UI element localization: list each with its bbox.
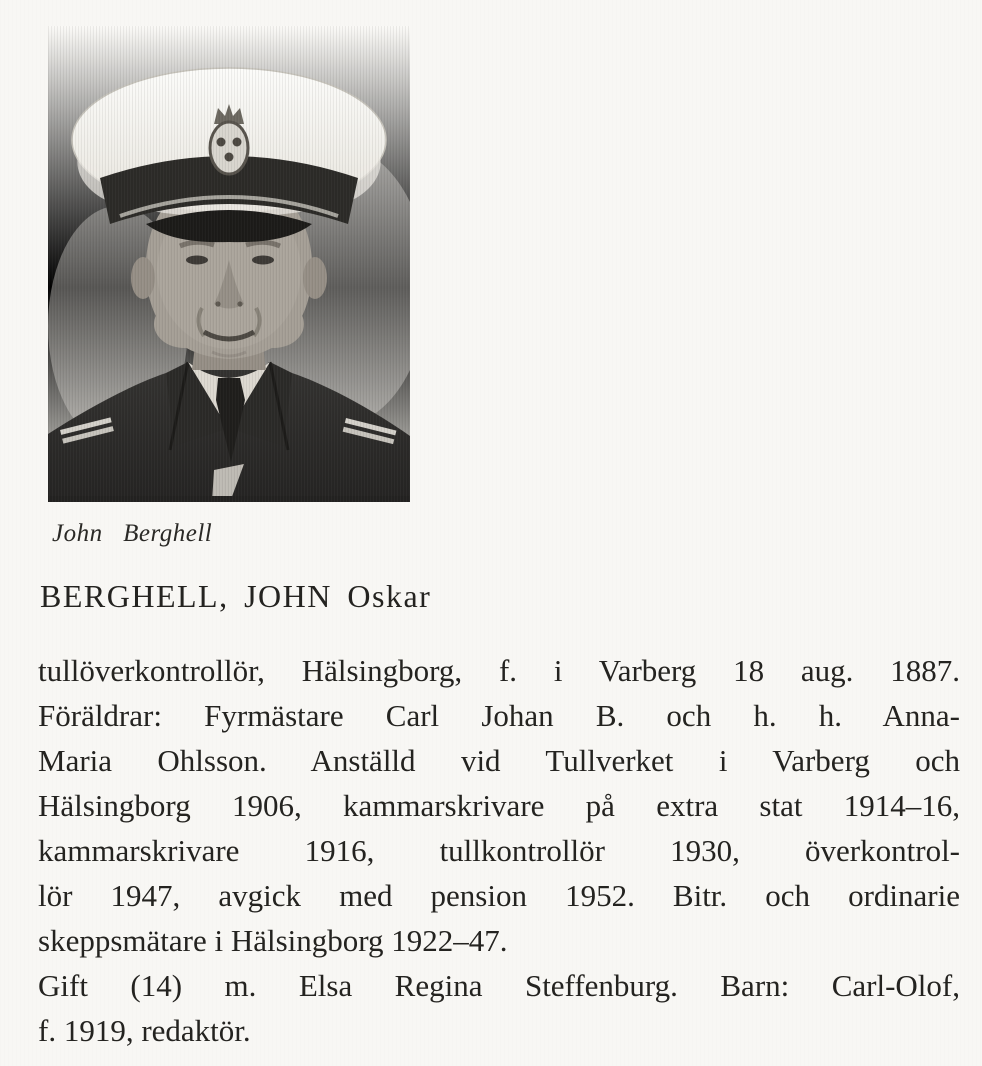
eye-right: [252, 256, 274, 265]
body-line: Föräldrar: Fyrmästare Carl Johan B. och h. h. Anna-: [38, 698, 960, 733]
body-line: Gift (14) m. Elsa Regina Steffenburg. Barn: Carl-Olof,: [38, 968, 960, 1003]
body-line: skeppsmätare i Hälsingborg 1922–47.: [38, 923, 508, 958]
photo-caption: John Berghell: [52, 520, 213, 547]
ear-right: [303, 257, 327, 299]
photo-bottom-edge: [48, 496, 410, 502]
body-line: f. 1919, redaktör.: [38, 1013, 251, 1048]
portrait-photo: [48, 26, 410, 502]
body-line: Maria Ohlsson. Anställd vid Tullverket i Varberg och: [38, 743, 960, 778]
eye-left: [186, 256, 208, 265]
body-line: kammarskrivare 1916, tullkontrollör 1930, överkontrol-: [38, 833, 960, 868]
entry-heading: BERGHELL, JOHN Oskar: [40, 578, 432, 614]
officer-cap: [72, 68, 386, 242]
portrait-illustration: [48, 26, 410, 502]
body-line: lör 1947, avgick med pension 1952. Bitr. och ordinarie: [38, 878, 960, 913]
body-line: Hälsingborg 1906, kammarskrivare på extra stat 1914–16,: [38, 788, 960, 823]
entry-body: [38, 648, 960, 1053]
ear-left: [131, 257, 155, 299]
body-line: tullöverkontrollör, Hälsingborg, f. i Varberg 18 aug. 1887.: [38, 653, 960, 688]
